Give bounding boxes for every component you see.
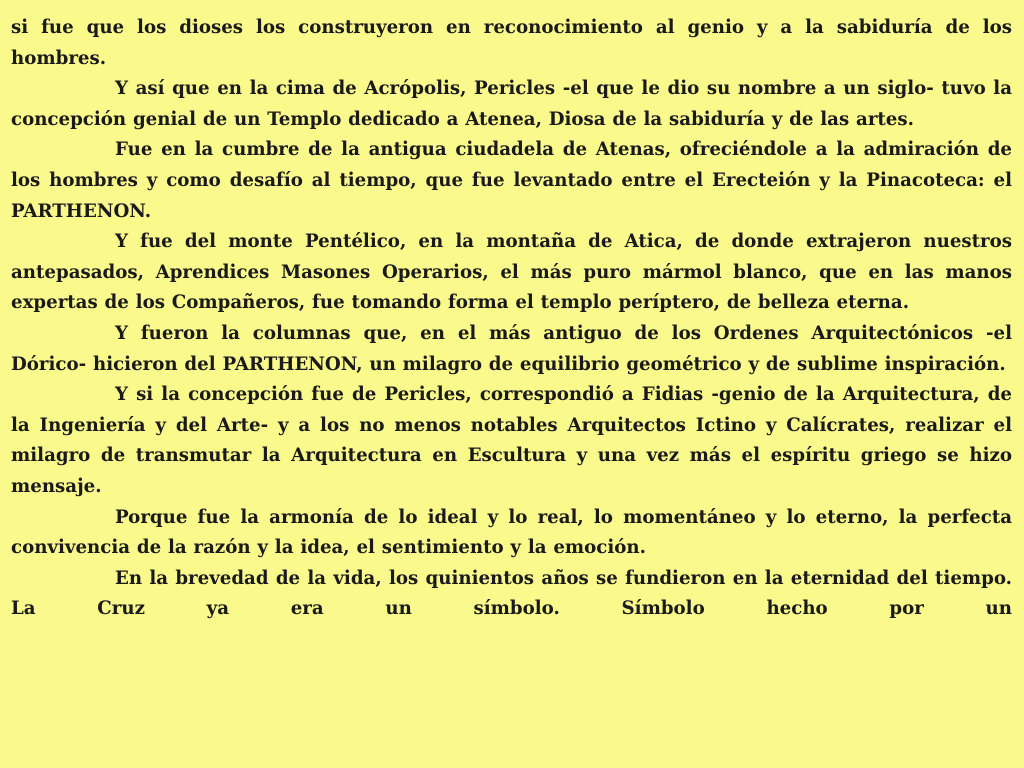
paragraph-8: En la brevedad de la vida, los quinientos años se fundieron en la eternidad del tiempo. La Cruz ya era un símbolo. Símbolo hecho por un — [11, 567, 1012, 620]
paragraph-7: Porque fue la armonía de lo ideal y lo real, lo momentáneo y lo eterno, la perfecta convivencia de la razón y la idea, el sentimiento y la emoción. — [11, 506, 1012, 559]
paragraph-6: Y si la concepción fue de Pericles, correspondió a Fidias -genio de la Arquitectura, de la Ingeniería y del Arte- y a los no menos notables Arquitectos Ictino y Calícrates, realizar el milagro de transmutar la Arquitectura en Escultura y una vez más el espíritu griego se hizo mensaje. — [11, 384, 1012, 497]
paragraph-4: Y fue del monte Pentélico, en la montaña de Atica, de donde extrajeron nuestros antepasados, Aprendices Masones Operarios, el más puro mármol blanco, que en las manos expertas de los Compañeros, fue tomando forma el templo períptero, de belleza eterna. — [11, 231, 1012, 314]
paragraph-3: Fue en la cumbre de la antigua ciudadela de Atenas, ofreciéndole a la admiración de los hombres y como desafío al tiempo, que fue levantado entre el Erecteión y la Pinacoteca: el PARTHENON. — [11, 139, 1012, 222]
paragraph-5: Y fueron la columnas que, en el más antiguo de los Ordenes Arquitectónicos -el Dórico- hicieron del PARTHENON, un milagro de equilibrio geométrico y de sublime inspiración. — [11, 322, 1012, 375]
paragraph-2: Y así que en la cima de Acrópolis, Pericles -el que le dio su nombre a un siglo- tuvo la concepción genial de un Templo dedicado a Atenea, Diosa de la sabiduría y de las artes. — [11, 78, 1012, 130]
paragraph-1: si fue que los dioses los construyeron en reconocimiento al genio y a la sabiduría de los hombres. — [11, 17, 1012, 69]
